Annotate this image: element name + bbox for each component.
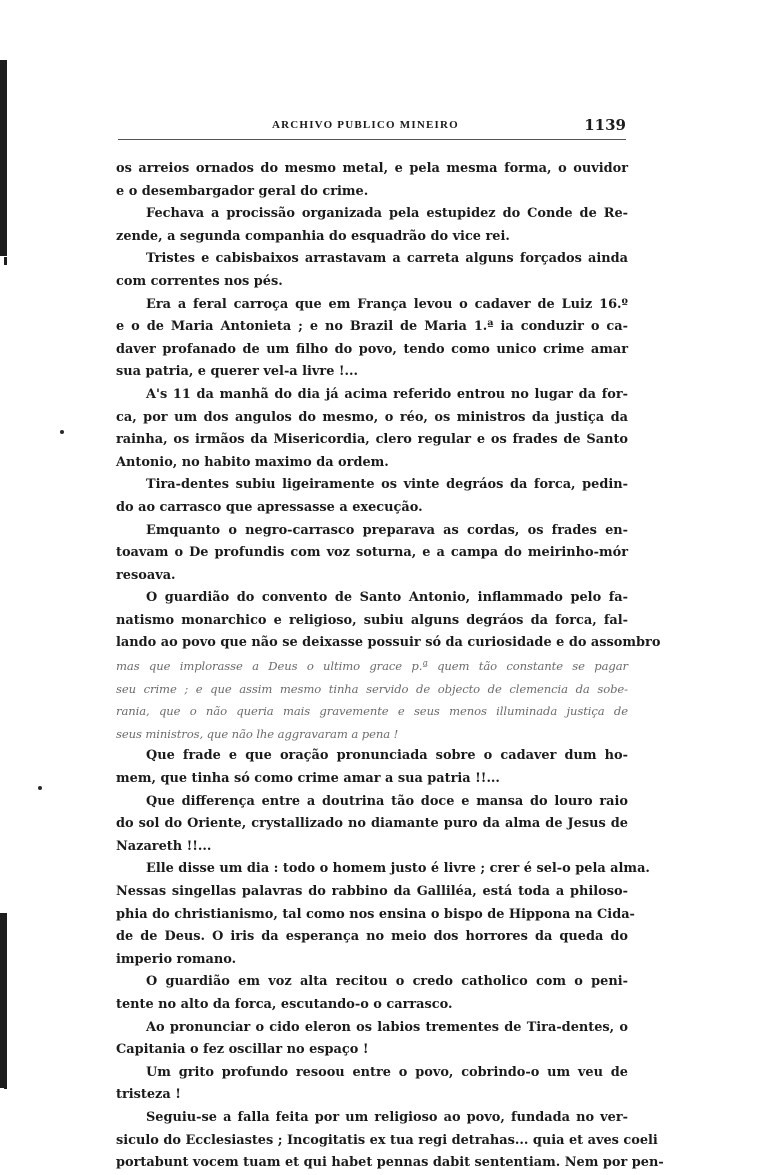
text-line: Nazareth !!... xyxy=(116,838,212,854)
text-line: Que differença entre a doutrina tão doce e mansa do louro raio xyxy=(146,793,628,809)
text-line: e o desembargador geral do crime. xyxy=(116,183,369,199)
text-line: Antonio, no habito maximo da ordem. xyxy=(116,454,389,470)
text-line: mas que implorasse a Deus o ultimo grace p.ª quem tão constante se pagar xyxy=(116,659,628,674)
text-line: de de Deus. O iris da esperança no meio dos horrores da queda do xyxy=(116,929,628,945)
text-line: Ao pronunciar o cido eleron os labios trementes de Tira-dentes, o xyxy=(146,1019,628,1035)
text-line: daver profanado de um filho do povo, tendo como unico crime amar xyxy=(116,341,628,357)
page-number: 1139 xyxy=(584,116,626,134)
text-line: seus ministros, que não lhe aggravaram a pena ! xyxy=(116,726,399,741)
text-line: portabunt vocem tuam et qui habet pennas dabit sententiam. Nem por pen- xyxy=(116,1155,664,1171)
margin-dot xyxy=(38,786,42,790)
text-line: lando ao povo que não se deixasse possuir só da curiosidade e do assombro xyxy=(116,635,661,651)
text-line: O guardião em voz alta recitou o credo catholico com o peni- xyxy=(146,974,628,990)
text-line: Emquanto o negro-carrasco preparava as cordas, os frades en- xyxy=(146,522,628,538)
margin-dot xyxy=(60,430,64,434)
text-line: Elle disse um dia : todo o homem justo é livre ; crer é sel-o pela alma. xyxy=(146,861,650,877)
text-line: com correntes nos pés. xyxy=(116,273,283,289)
text-line: seu crime ; e que assim mesmo tinha servido de objecto de clemencia da sobe- xyxy=(116,681,628,696)
text-line: os arreios ornados do mesmo metal, e pela mesma forma, o ouvidor xyxy=(116,161,628,176)
body-text xyxy=(116,158,664,1175)
text-line: toavam o De profundis com voz soturna, e a campa do meirinho-mór xyxy=(116,545,628,561)
text-line: rania, que o não queria mais gravemente e seus menos illuminada justiça de xyxy=(116,704,628,719)
text-line: natismo monarchico e religioso, subiu alguns degráos da forca, fal- xyxy=(116,612,628,628)
text-line: e o de Maria Antonieta ; e no Brazil de Maria 1.ª ia conduzir o ca- xyxy=(116,319,628,335)
text-line: Capitania o fez oscillar no espaço ! xyxy=(116,1042,369,1058)
text-line: A's 11 da manhã do dia já acima referido entrou no lugar da for- xyxy=(146,386,628,402)
text-line: mem, que tinha só como crime amar a sua patria !!... xyxy=(116,771,500,787)
text-line: imperio romano. xyxy=(116,951,237,967)
text-line: sua patria, e querer vel-a livre !... xyxy=(116,364,359,380)
text-line: siculo do Ecclesiastes ; Incogitatis ex tua regi detrahas... quia et aves coeli xyxy=(116,1132,658,1148)
text-line: do ao carrasco que apressasse a execução. xyxy=(116,499,423,515)
header-rule xyxy=(118,139,626,140)
text-line: Seguiu-se a falla feita por um religioso ao povo, fundada no ver- xyxy=(146,1109,628,1125)
text-line: rainha, os irmãos da Misericordia, clero regular e os frades de Santo xyxy=(116,432,628,448)
text-line: resoava. xyxy=(116,567,176,583)
text-line: Um grito profundo resoou entre o povo, cobrindo-o um veu de xyxy=(146,1064,628,1080)
text-line: tente no alto da forca, escutando-o o carrasco. xyxy=(116,996,453,1012)
text-line: Tristes e cabisbaixos arrastavam a carreta alguns forçados ainda xyxy=(146,251,628,267)
running-head: ARCHIVO PUBLICO MINEIRO xyxy=(272,119,459,131)
scan-edge-mark xyxy=(0,913,7,1088)
text-line: Que frade e que oração pronunciada sobre o cadaver dum ho- xyxy=(146,748,628,764)
scan-edge-mark xyxy=(4,257,7,265)
text-line: do sol do Oriente, crystallizado no diamante puro da alma de Jesus de xyxy=(116,816,628,832)
text-line: phia do christianismo, tal como nos ensina o bispo de Hippona na Cida- xyxy=(116,906,635,922)
page-header xyxy=(118,117,626,139)
scan-edge-mark xyxy=(0,60,7,256)
text-line: ca, por um dos angulos do mesmo, o réo, os ministros da justiça da xyxy=(116,409,628,425)
scan-edge-mark xyxy=(4,1075,7,1089)
text-line: tristeza ! xyxy=(116,1087,181,1103)
text-line: O guardião do convento de Santo Antonio, inflammado pelo fa- xyxy=(146,590,628,606)
text-line: Fechava a procissão organizada pela estupidez do Conde de Re- xyxy=(146,206,628,222)
text-line: zende, a segunda companhia do esquadrão do vice rei. xyxy=(116,228,510,244)
text-line: Nessas singellas palavras do rabbino da Galliléa, está toda a philoso- xyxy=(116,884,628,899)
text-line: Era a feral carroça que em França levou o cadaver de Luiz 16.º xyxy=(146,296,628,312)
text-line: Tira-dentes subiu ligeiramente os vinte degráos da forca, pedin- xyxy=(146,477,628,493)
